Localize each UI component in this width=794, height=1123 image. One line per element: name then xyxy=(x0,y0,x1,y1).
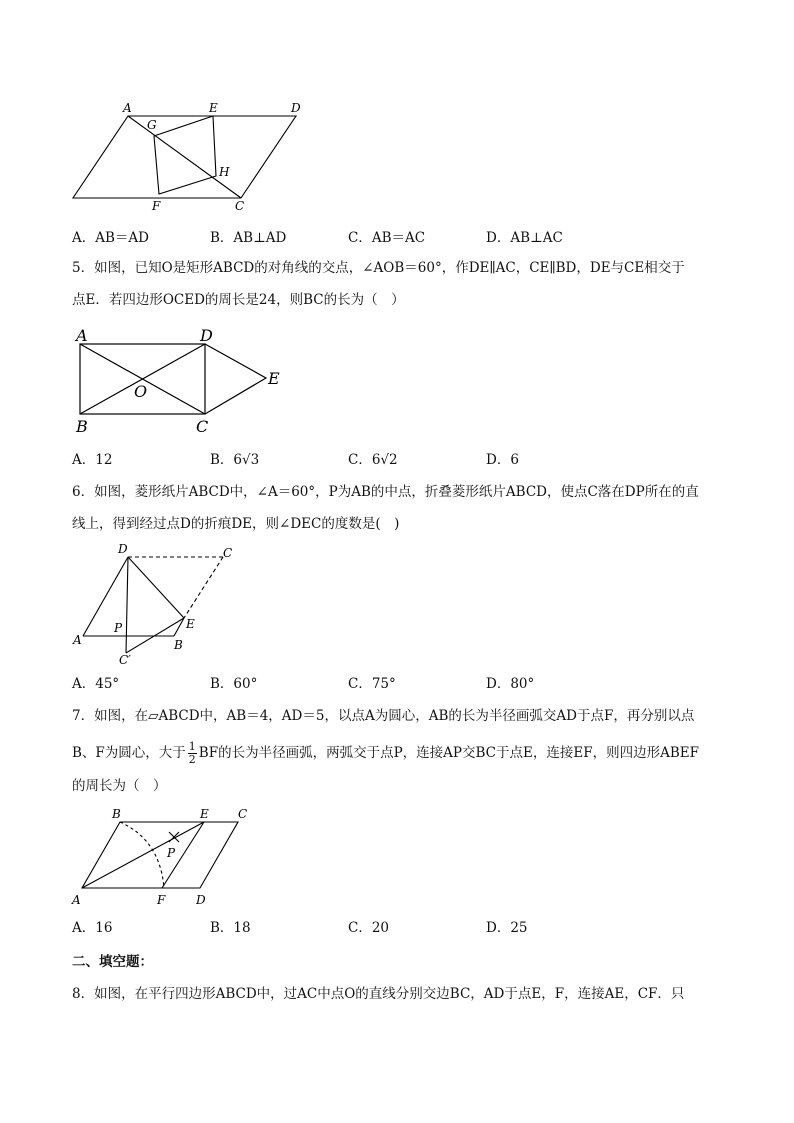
q6-label-P: P xyxy=(114,621,123,635)
q4-option-b: B．AB⊥AD xyxy=(210,230,287,246)
q5-option-b: B．6√3 xyxy=(210,452,260,468)
q4-label-G: G xyxy=(147,118,157,132)
q7-fraction-denominator: 2 xyxy=(188,753,196,766)
q4-figure xyxy=(68,98,328,216)
section-heading-fill-blank: 二、填空题： xyxy=(72,954,153,970)
q7-label-B: B xyxy=(112,807,121,821)
q5-figure xyxy=(68,322,298,440)
q6-option-a: A．45° xyxy=(72,676,120,692)
q7-label-E: E xyxy=(200,807,209,821)
q6-text-line1: 6．如图，菱形纸片ABCD中，∠A＝60°，P为AB的中点，折叠菱形纸片ABCD，使点C落在DP所在的直 xyxy=(72,484,699,500)
q4-option-d: D．AB⊥AC xyxy=(486,230,563,246)
q7-text-line2 xyxy=(72,738,699,768)
q7-label-A: A xyxy=(72,893,81,907)
q6-label-E: E xyxy=(186,617,195,631)
q7-label-F: F xyxy=(157,893,166,907)
q6-option-c: C．75° xyxy=(348,676,396,692)
q5-label-E: E xyxy=(268,369,280,388)
q6-label-D: D xyxy=(118,542,128,556)
q7-label-C: C xyxy=(238,807,248,821)
q5-label-C: C xyxy=(196,417,209,436)
q7-option-d: D．25 xyxy=(486,920,528,936)
q5-label-D: D xyxy=(200,326,213,345)
q7-text-line3: 的周长为（ ） xyxy=(72,778,167,794)
q5-option-c: C．6√2 xyxy=(348,452,398,468)
q6-label-Cprime: C′ xyxy=(119,653,131,667)
q5-label-O: O xyxy=(134,382,148,401)
q7-label-D: D xyxy=(196,893,206,907)
q4-label-A: A xyxy=(123,101,132,115)
q4-option-a: A．AB＝AD xyxy=(72,230,149,246)
q7-fraction-numerator: 1 xyxy=(188,740,196,753)
q6-text-line2: 线上，得到经过点D的折痕DE，则∠DEC的度数是( ) xyxy=(72,516,400,532)
q5-option-d: D．6 xyxy=(486,452,519,468)
q7-label-P: P xyxy=(167,846,176,860)
q5-text-line1: 5．如图，已知O是矩形ABCD的对角线的交点，∠AOB＝60°，作DE∥AC，CE∥BD，DE与CE相交于 xyxy=(72,260,685,276)
q6-label-B: B xyxy=(174,638,183,652)
q6-figure xyxy=(68,540,248,668)
q7-option-b: B．18 xyxy=(210,920,251,936)
q5-label-A: A xyxy=(76,326,88,345)
q4-label-D: D xyxy=(291,101,301,115)
q4-label-F: F xyxy=(152,199,161,213)
q6-option-d: D．80° xyxy=(486,676,535,692)
q7-option-a: A．16 xyxy=(72,920,113,936)
q7-figure xyxy=(68,804,268,914)
q4-option-c: C．AB＝AC xyxy=(348,230,426,246)
q6-label-C: C xyxy=(223,546,233,560)
q7-text-line1: 7．如图，在▱ABCD中，AB＝4，AD＝5，以点A为圆心，AB的长为半径画弧交AD于点F，再分别以点 xyxy=(72,708,695,724)
q4-label-C: C xyxy=(235,199,245,213)
q7-fraction xyxy=(188,741,197,766)
q5-option-a: A．12 xyxy=(72,452,113,468)
q6-label-A: A xyxy=(73,633,82,647)
q8-text-line1: 8．如图，在平行四边形ABCD中，过AC中点O的直线分别交边BC，AD于点E，F，连接AE，CF．只 xyxy=(72,986,685,1002)
q4-label-E: E xyxy=(209,101,218,115)
q7-text-line2-end: BF的长为半径画弧，两弧交于点P，连接AP交BC于点E，连接EF，则四边形ABEF xyxy=(198,745,699,761)
q6-option-b: B．60° xyxy=(210,676,258,692)
q7-option-c: C．20 xyxy=(348,920,390,936)
q7-text-line2-start: B、F为圆心，大于 xyxy=(72,745,186,761)
q5-label-B: B xyxy=(76,417,88,436)
q5-text-line2: 点E．若四边形OCED的周长是24，则BC的长为（ ） xyxy=(72,292,405,308)
q4-label-H: H xyxy=(219,165,230,179)
